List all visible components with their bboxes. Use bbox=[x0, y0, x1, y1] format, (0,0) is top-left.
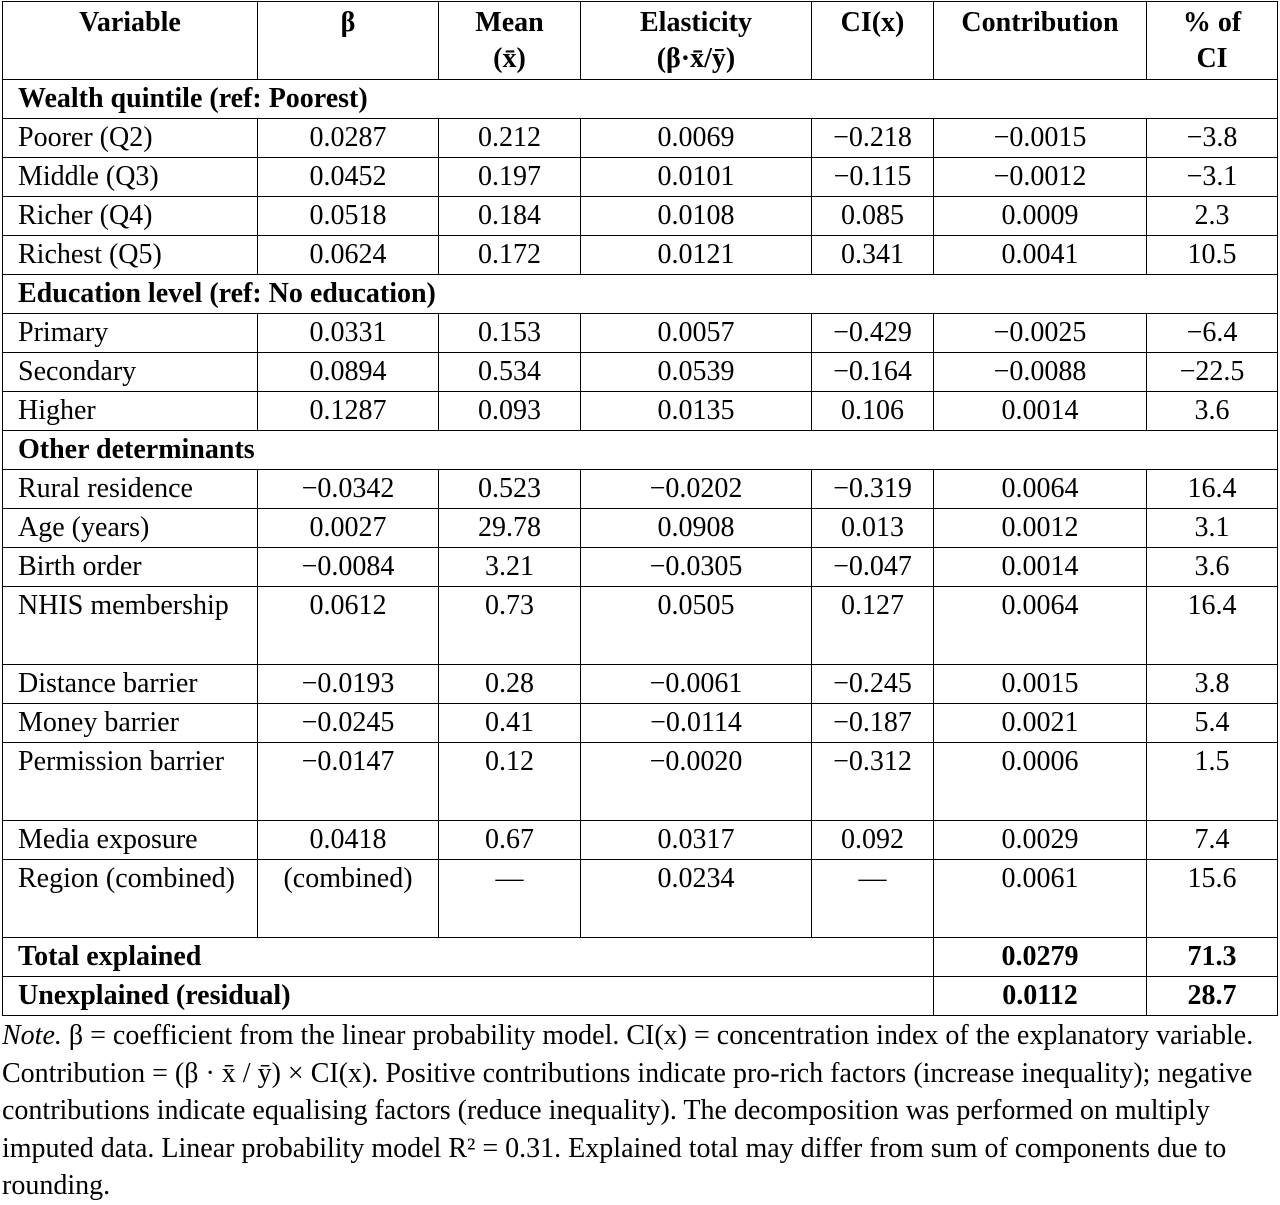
table-row bbox=[3, 821, 1278, 860]
cell-beta: 0.0331 bbox=[258, 314, 439, 353]
cell-variable: NHIS membership bbox=[3, 587, 258, 665]
cell-ci: −0.047 bbox=[812, 548, 934, 587]
cell-contribution: 0.0041 bbox=[934, 236, 1147, 275]
cell-variable: Secondary bbox=[3, 353, 258, 392]
cell-elasticity: 0.0234 bbox=[581, 860, 812, 938]
table-row bbox=[3, 158, 1278, 197]
cell-contribution: 0.0014 bbox=[934, 392, 1147, 431]
cell-beta: 0.1287 bbox=[258, 392, 439, 431]
cell-beta: −0.0147 bbox=[258, 743, 439, 821]
header-row bbox=[3, 2, 1278, 80]
cell-pct: 15.6 bbox=[1147, 860, 1278, 938]
cell-elasticity: 0.0069 bbox=[581, 119, 812, 158]
cell-pct: 16.4 bbox=[1147, 470, 1278, 509]
cell-mean: 0.41 bbox=[439, 704, 581, 743]
cell-elasticity: −0.0114 bbox=[581, 704, 812, 743]
section-title: Wealth quintile (ref: Poorest) bbox=[3, 80, 1278, 119]
cell-pct: −3.8 bbox=[1147, 119, 1278, 158]
cell-mean: 0.197 bbox=[439, 158, 581, 197]
cell-pct: 5.4 bbox=[1147, 704, 1278, 743]
cell-beta: −0.0245 bbox=[258, 704, 439, 743]
cell-variable: Richer (Q4) bbox=[3, 197, 258, 236]
table-row bbox=[3, 509, 1278, 548]
cell-mean: 0.534 bbox=[439, 353, 581, 392]
cell-beta: −0.0193 bbox=[258, 665, 439, 704]
table-row bbox=[3, 860, 1278, 938]
cell-beta: 0.0894 bbox=[258, 353, 439, 392]
cell-mean: 0.67 bbox=[439, 821, 581, 860]
header-contribution: Contribution bbox=[934, 2, 1147, 80]
table-row bbox=[3, 548, 1278, 587]
cell-pct: −6.4 bbox=[1147, 314, 1278, 353]
header-elasticity: Elasticity (β·x̄/ȳ) bbox=[581, 2, 812, 80]
cell-variable: Middle (Q3) bbox=[3, 158, 258, 197]
cell-contribution: −0.0025 bbox=[934, 314, 1147, 353]
total-pct: 71.3 bbox=[1147, 938, 1278, 977]
cell-beta: −0.0084 bbox=[258, 548, 439, 587]
cell-elasticity: 0.0057 bbox=[581, 314, 812, 353]
cell-variable: Distance barrier bbox=[3, 665, 258, 704]
cell-contribution: 0.0006 bbox=[934, 743, 1147, 821]
cell-elasticity: 0.0908 bbox=[581, 509, 812, 548]
cell-elasticity: 0.0135 bbox=[581, 392, 812, 431]
cell-mean: 0.093 bbox=[439, 392, 581, 431]
cell-contribution: 0.0064 bbox=[934, 587, 1147, 665]
cell-contribution: 0.0064 bbox=[934, 470, 1147, 509]
cell-pct: −3.1 bbox=[1147, 158, 1278, 197]
cell-elasticity: 0.0539 bbox=[581, 353, 812, 392]
cell-beta: 0.0027 bbox=[258, 509, 439, 548]
cell-pct: 3.1 bbox=[1147, 509, 1278, 548]
cell-variable: Primary bbox=[3, 314, 258, 353]
cell-ci: −0.187 bbox=[812, 704, 934, 743]
cell-elasticity: 0.0108 bbox=[581, 197, 812, 236]
cell-beta: −0.0342 bbox=[258, 470, 439, 509]
cell-contribution: 0.0021 bbox=[934, 704, 1147, 743]
cell-elasticity: 0.0101 bbox=[581, 158, 812, 197]
cell-ci: −0.218 bbox=[812, 119, 934, 158]
cell-elasticity: −0.0202 bbox=[581, 470, 812, 509]
table-row bbox=[3, 236, 1278, 275]
cell-contribution: 0.0014 bbox=[934, 548, 1147, 587]
total-contribution: 0.0112 bbox=[934, 977, 1147, 1016]
section-title: Other determinants bbox=[3, 431, 1278, 470]
note-text: β = coefficient from the linear probability model. CI(x) = concentration index of the explanatory variable. Contribution = (β · x̄ / ȳ) × CI(x). Positive contributions indicate pro-rich factors (increase inequality); negative contributions indicate equalising factors (reduce inequality). The decomposition was performed on multiply imputed data. Linear probability model R² = 0.31. Explained total may differ from sum of components due to rounding. bbox=[2, 1020, 1254, 1201]
table-row bbox=[3, 470, 1278, 509]
cell-pct: 2.3 bbox=[1147, 197, 1278, 236]
cell-pct: 10.5 bbox=[1147, 236, 1278, 275]
cell-pct: 3.8 bbox=[1147, 665, 1278, 704]
cell-ci: 0.092 bbox=[812, 821, 934, 860]
header-variable: Variable bbox=[3, 2, 258, 80]
table-row bbox=[3, 314, 1278, 353]
cell-variable: Age (years) bbox=[3, 509, 258, 548]
cell-contribution: 0.0012 bbox=[934, 509, 1147, 548]
cell-ci: −0.115 bbox=[812, 158, 934, 197]
total-row bbox=[3, 938, 1278, 977]
cell-elasticity: 0.0505 bbox=[581, 587, 812, 665]
cell-mean: 0.212 bbox=[439, 119, 581, 158]
cell-pct: 3.6 bbox=[1147, 392, 1278, 431]
cell-mean: 0.184 bbox=[439, 197, 581, 236]
total-contribution: 0.0279 bbox=[934, 938, 1147, 977]
cell-ci: — bbox=[812, 860, 934, 938]
cell-beta: 0.0624 bbox=[258, 236, 439, 275]
header-mean: Mean (x̄) bbox=[439, 2, 581, 80]
cell-pct: 7.4 bbox=[1147, 821, 1278, 860]
cell-variable: Richest (Q5) bbox=[3, 236, 258, 275]
cell-contribution: −0.0088 bbox=[934, 353, 1147, 392]
table-note bbox=[2, 1017, 1262, 1205]
cell-mean: 0.523 bbox=[439, 470, 581, 509]
section-row bbox=[3, 80, 1278, 119]
cell-beta: 0.0418 bbox=[258, 821, 439, 860]
cell-ci: −0.319 bbox=[812, 470, 934, 509]
cell-mean: 3.21 bbox=[439, 548, 581, 587]
table-row bbox=[3, 743, 1278, 821]
table-row bbox=[3, 704, 1278, 743]
cell-variable: Permission barrier bbox=[3, 743, 258, 821]
cell-mean: 0.153 bbox=[439, 314, 581, 353]
table-row bbox=[3, 353, 1278, 392]
cell-ci: 0.127 bbox=[812, 587, 934, 665]
cell-pct: −22.5 bbox=[1147, 353, 1278, 392]
table-row bbox=[3, 197, 1278, 236]
cell-mean: 0.28 bbox=[439, 665, 581, 704]
cell-ci: −0.312 bbox=[812, 743, 934, 821]
table-row bbox=[3, 119, 1278, 158]
cell-beta: (combined) bbox=[258, 860, 439, 938]
cell-elasticity: −0.0061 bbox=[581, 665, 812, 704]
cell-ci: 0.106 bbox=[812, 392, 934, 431]
section-row bbox=[3, 431, 1278, 470]
cell-contribution: 0.0061 bbox=[934, 860, 1147, 938]
cell-variable: Rural residence bbox=[3, 470, 258, 509]
note-lead: Note. bbox=[2, 1020, 62, 1051]
cell-variable: Region (combined) bbox=[3, 860, 258, 938]
cell-ci: −0.164 bbox=[812, 353, 934, 392]
cell-variable: Media exposure bbox=[3, 821, 258, 860]
section-row bbox=[3, 275, 1278, 314]
cell-contribution: 0.0009 bbox=[934, 197, 1147, 236]
header-ci: CI(x) bbox=[812, 2, 934, 80]
cell-elasticity: −0.0305 bbox=[581, 548, 812, 587]
cell-variable: Birth order bbox=[3, 548, 258, 587]
cell-ci: 0.013 bbox=[812, 509, 934, 548]
total-label: Unexplained (residual) bbox=[3, 977, 934, 1016]
cell-mean: — bbox=[439, 860, 581, 938]
total-pct: 28.7 bbox=[1147, 977, 1278, 1016]
cell-variable: Poorer (Q2) bbox=[3, 119, 258, 158]
cell-pct: 16.4 bbox=[1147, 587, 1278, 665]
cell-variable: Money barrier bbox=[3, 704, 258, 743]
cell-elasticity: 0.0121 bbox=[581, 236, 812, 275]
header-pct: % of CI bbox=[1147, 2, 1278, 80]
cell-beta: 0.0518 bbox=[258, 197, 439, 236]
cell-mean: 0.73 bbox=[439, 587, 581, 665]
cell-pct: 1.5 bbox=[1147, 743, 1278, 821]
header-beta: β bbox=[258, 2, 439, 80]
cell-elasticity: 0.0317 bbox=[581, 821, 812, 860]
total-label: Total explained bbox=[3, 938, 934, 977]
table-row bbox=[3, 587, 1278, 665]
decomposition-table bbox=[2, 1, 1278, 1016]
cell-ci: 0.341 bbox=[812, 236, 934, 275]
cell-variable: Higher bbox=[3, 392, 258, 431]
cell-beta: 0.0452 bbox=[258, 158, 439, 197]
cell-mean: 0.12 bbox=[439, 743, 581, 821]
cell-contribution: −0.0012 bbox=[934, 158, 1147, 197]
cell-mean: 0.172 bbox=[439, 236, 581, 275]
cell-pct: 3.6 bbox=[1147, 548, 1278, 587]
cell-beta: 0.0612 bbox=[258, 587, 439, 665]
cell-contribution: −0.0015 bbox=[934, 119, 1147, 158]
table-row bbox=[3, 392, 1278, 431]
cell-contribution: 0.0015 bbox=[934, 665, 1147, 704]
table-row bbox=[3, 665, 1278, 704]
cell-contribution: 0.0029 bbox=[934, 821, 1147, 860]
cell-ci: −0.429 bbox=[812, 314, 934, 353]
total-row bbox=[3, 977, 1278, 1016]
cell-ci: −0.245 bbox=[812, 665, 934, 704]
cell-mean: 29.78 bbox=[439, 509, 581, 548]
cell-elasticity: −0.0020 bbox=[581, 743, 812, 821]
table-body bbox=[3, 80, 1278, 1016]
cell-ci: 0.085 bbox=[812, 197, 934, 236]
section-title: Education level (ref: No education) bbox=[3, 275, 1278, 314]
cell-beta: 0.0287 bbox=[258, 119, 439, 158]
